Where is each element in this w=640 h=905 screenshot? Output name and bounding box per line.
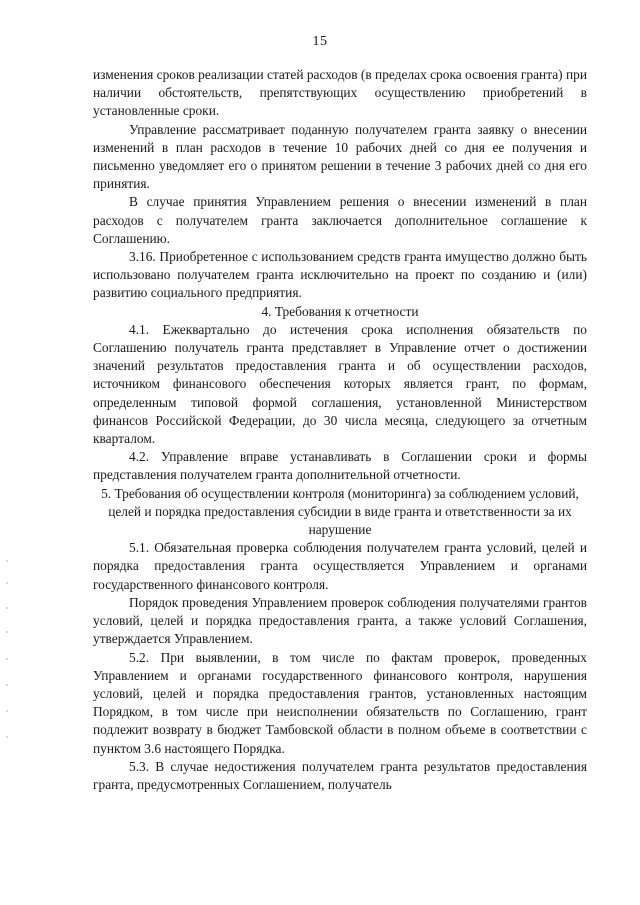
- page-number: 15: [312, 34, 328, 49]
- paragraph-5-2: 5.2. При выявлении, в том числе по фактам проверок, проведенных Управлением и органами государственного финансового контроля, нарушения условий, целей и порядка предоставления грантов, установленных настоящим Порядком, в том числе при неисполнении обязательств по Соглашению, грант подлежит возврату в бюджет Тамбовской области в полном объеме в соответствии с пунктом 3.6 настоящего Порядка.: [93, 649, 587, 756]
- document-body: [93, 66, 587, 794]
- section-5-heading: 5. Требования об осуществлении контроля (мониторинга) за соблюдением условий, целей и порядка предоставления субсидии в виде гранта и ответственности за их нарушение: [101, 485, 579, 538]
- paragraph: Порядок проведения Управлением проверок соблюдения получателями грантов условий, целей и порядка предоставления гранта, а также условий Соглашения, утверждается Управлением.: [93, 594, 587, 647]
- paragraph-4-2: 4.2. Управление вправе устанавливать в Соглашении сроки и формы представления получателем гранта дополнительной отчетности.: [93, 449, 587, 483]
- paragraph-continuation: изменения сроков реализации статей расходов (в пределах срока освоения гранта) при наличии обстоятельств, препятствующих осуществлению приобретений в установленные сроки.: [93, 67, 587, 119]
- paragraph: Управление рассматривает поданную получателем гранта заявку о внесении изменений в план расходов в течение 10 рабочих дней со дня ее получения и письменно уведомляет его о принятом решении в течение 3 рабочих дней со дня его принятия.: [93, 121, 587, 192]
- paragraph: В случае принятия Управлением решения о внесении изменений в план расходов с получателем гранта заключается дополнительное соглашение к Соглашению.: [93, 194, 587, 246]
- paragraph-3-16: 3.16. Приобретенное с использованием средств гранта имущество должно быть использовано получателем гранта исключительно на проект по созданию и (или) развитию социального предприятия.: [93, 249, 587, 301]
- paragraph-5-1: 5.1. Обязательная проверка соблюдения получателем гранта условий, целей и порядка предоставления гранта осуществляется Управлением и органами государственного финансового контроля.: [93, 540, 587, 592]
- scan-artifacts: [4, 560, 10, 760]
- section-4-heading: 4. Требования к отчетности: [261, 303, 419, 319]
- paragraph-4-1: 4.1. Ежеквартально до истечения срока исполнения обязательств по Соглашению получатель гранта представляет в Управление отчет о достижении значений результатов предоставления гранта и об осуществлении расходов, источником финансового обеспечения которых является грант, по формам, определенным типовой формой соглашения, установленной Министерством финансов Российской Федерации, до 30 числа месяца, следующего за отчетным кварталом.: [93, 321, 587, 447]
- paragraph-5-3: 5.3. В случае недостижения получателем гранта результатов предоставления гранта, предусмотренных Соглашением, получатель: [93, 758, 587, 792]
